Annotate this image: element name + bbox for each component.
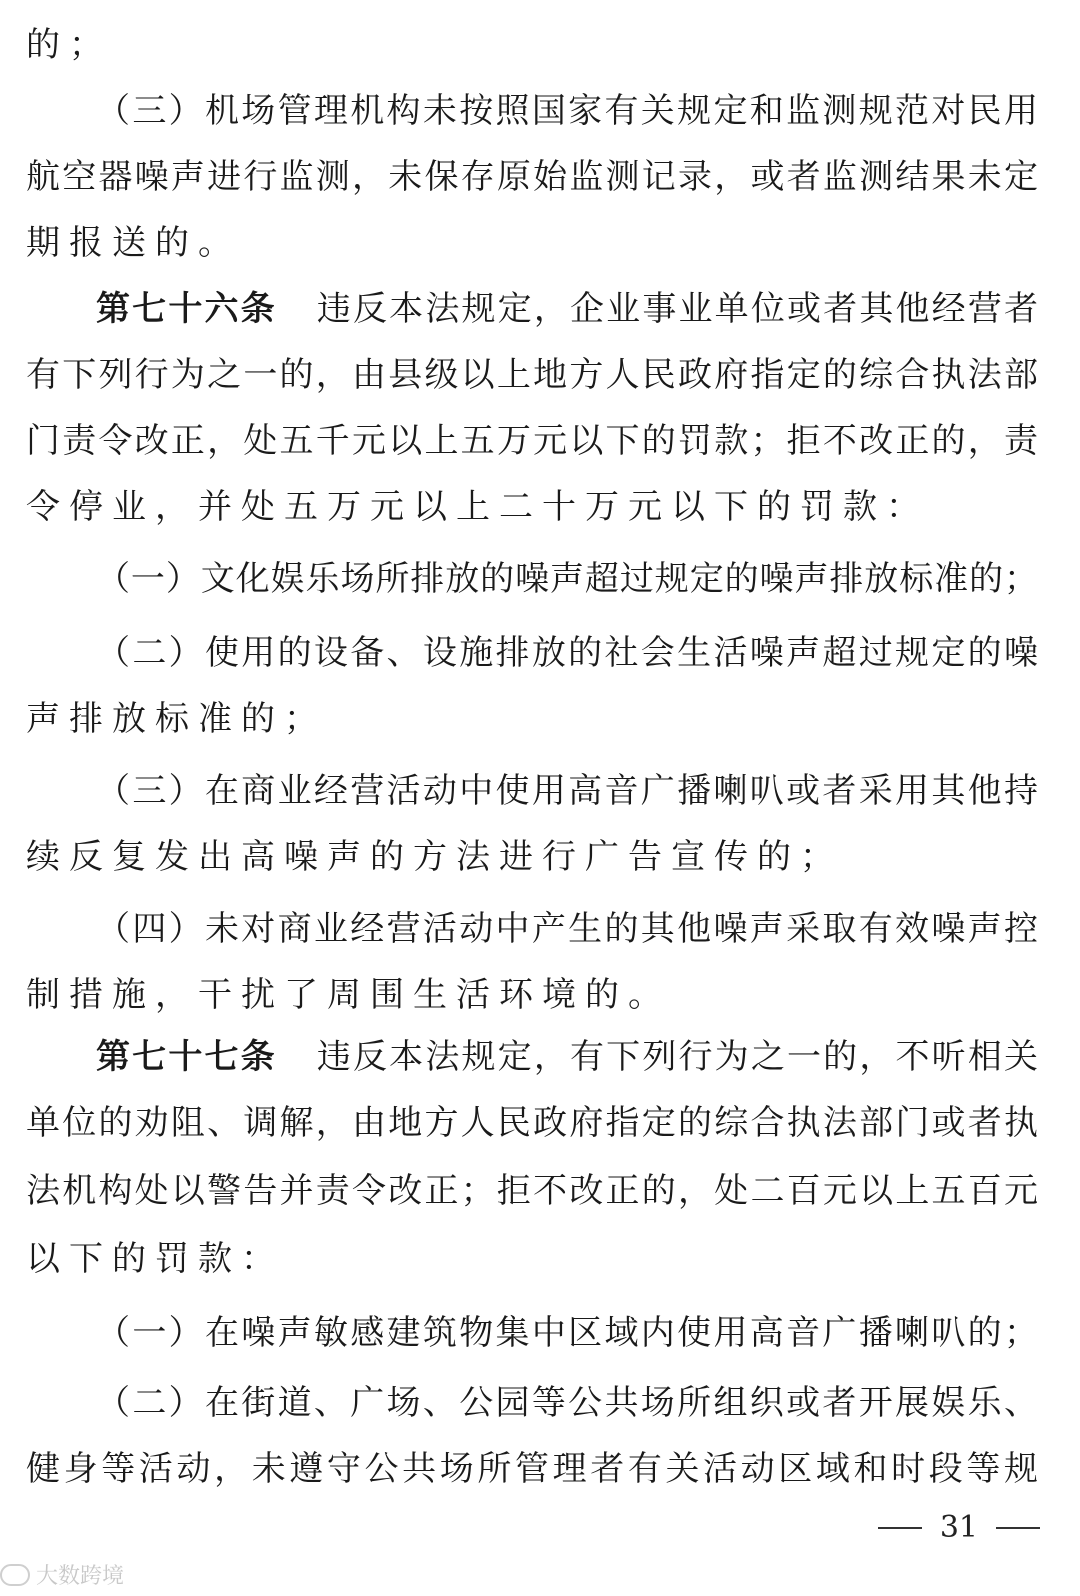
text-line: 以下的罚款： [26,1239,284,1279]
watermark-text: 大数跨境 [36,1564,125,1589]
text-line: 制措施，干扰了周围生活环境的。 [26,975,671,1015]
text-line: 违反本法规定，企业事业单位或者其他经营者 [316,289,1039,329]
watermark [0,1559,124,1590]
text-line: 健身等活动，未遵守公共场所管理者有关活动区域和时段等规 [26,1449,1038,1489]
text-line: （三）在商业经营活动中使用高音广播喇叭或者采用其他持 [96,771,1038,811]
page-footer [878,1510,1040,1545]
text-line: 法机构处以警告并责令改正；拒不改正的，处二百元以上五百元 [26,1171,1038,1211]
text-line: （二）在街道、广场、公园等公共场所组织或者开展娱乐、 [96,1383,1038,1423]
watermark-logo-icon [0,1564,30,1586]
text-line: 违反本法规定，有下列行为之一的，不听相关 [316,1037,1039,1077]
article-76-title: 第七十六条 [96,289,277,329]
article-76-first-line [96,276,1038,342]
text-line: 声排放标准的； [26,699,327,739]
text-line: （三）机场管理机构未按照国家有关规定和监测规范对民用 [96,91,1038,131]
text-line: 的； [26,25,112,65]
text-line: （四）未对商业经营活动中产生的其他噪声采取有效噪声控 [96,909,1038,949]
article-77-first-line [96,1024,1038,1090]
text-line: （一）在噪声敏感建筑物集中区域内使用高音广播喇叭的； [96,1313,1038,1353]
article-77-title: 第七十七条 [96,1037,277,1077]
text-line: 单位的劝阻、调解，由地方人民政府指定的综合执法部门或者执 [26,1103,1038,1143]
text-line: 续反复发出高噪声的方法进行广告宣传的； [26,837,843,877]
text-line: 航空器噪声进行监测，未保存原始监测记录，或者监测结果未定 [26,157,1038,197]
text-line: 门责令改正，处五千元以上五万元以下的罚款；拒不改正的，责 [26,421,1038,461]
text-line: 有下列行为之一的，由县级以上地方人民政府指定的综合执法部 [26,355,1038,395]
text-line: 令停业，并处五万元以上二十万元以下的罚款： [26,487,929,527]
text-line: 期报送的。 [26,223,241,263]
page-number: 31 [939,1510,978,1545]
text-line: （一）文化娱乐场所排放的噪声超过规定的噪声排放标准的； [96,559,1038,599]
footer-dash-left [878,1527,922,1529]
text-line: （二）使用的设备、设施排放的社会生活噪声超过规定的噪 [96,633,1038,673]
footer-dash-right [996,1527,1040,1529]
